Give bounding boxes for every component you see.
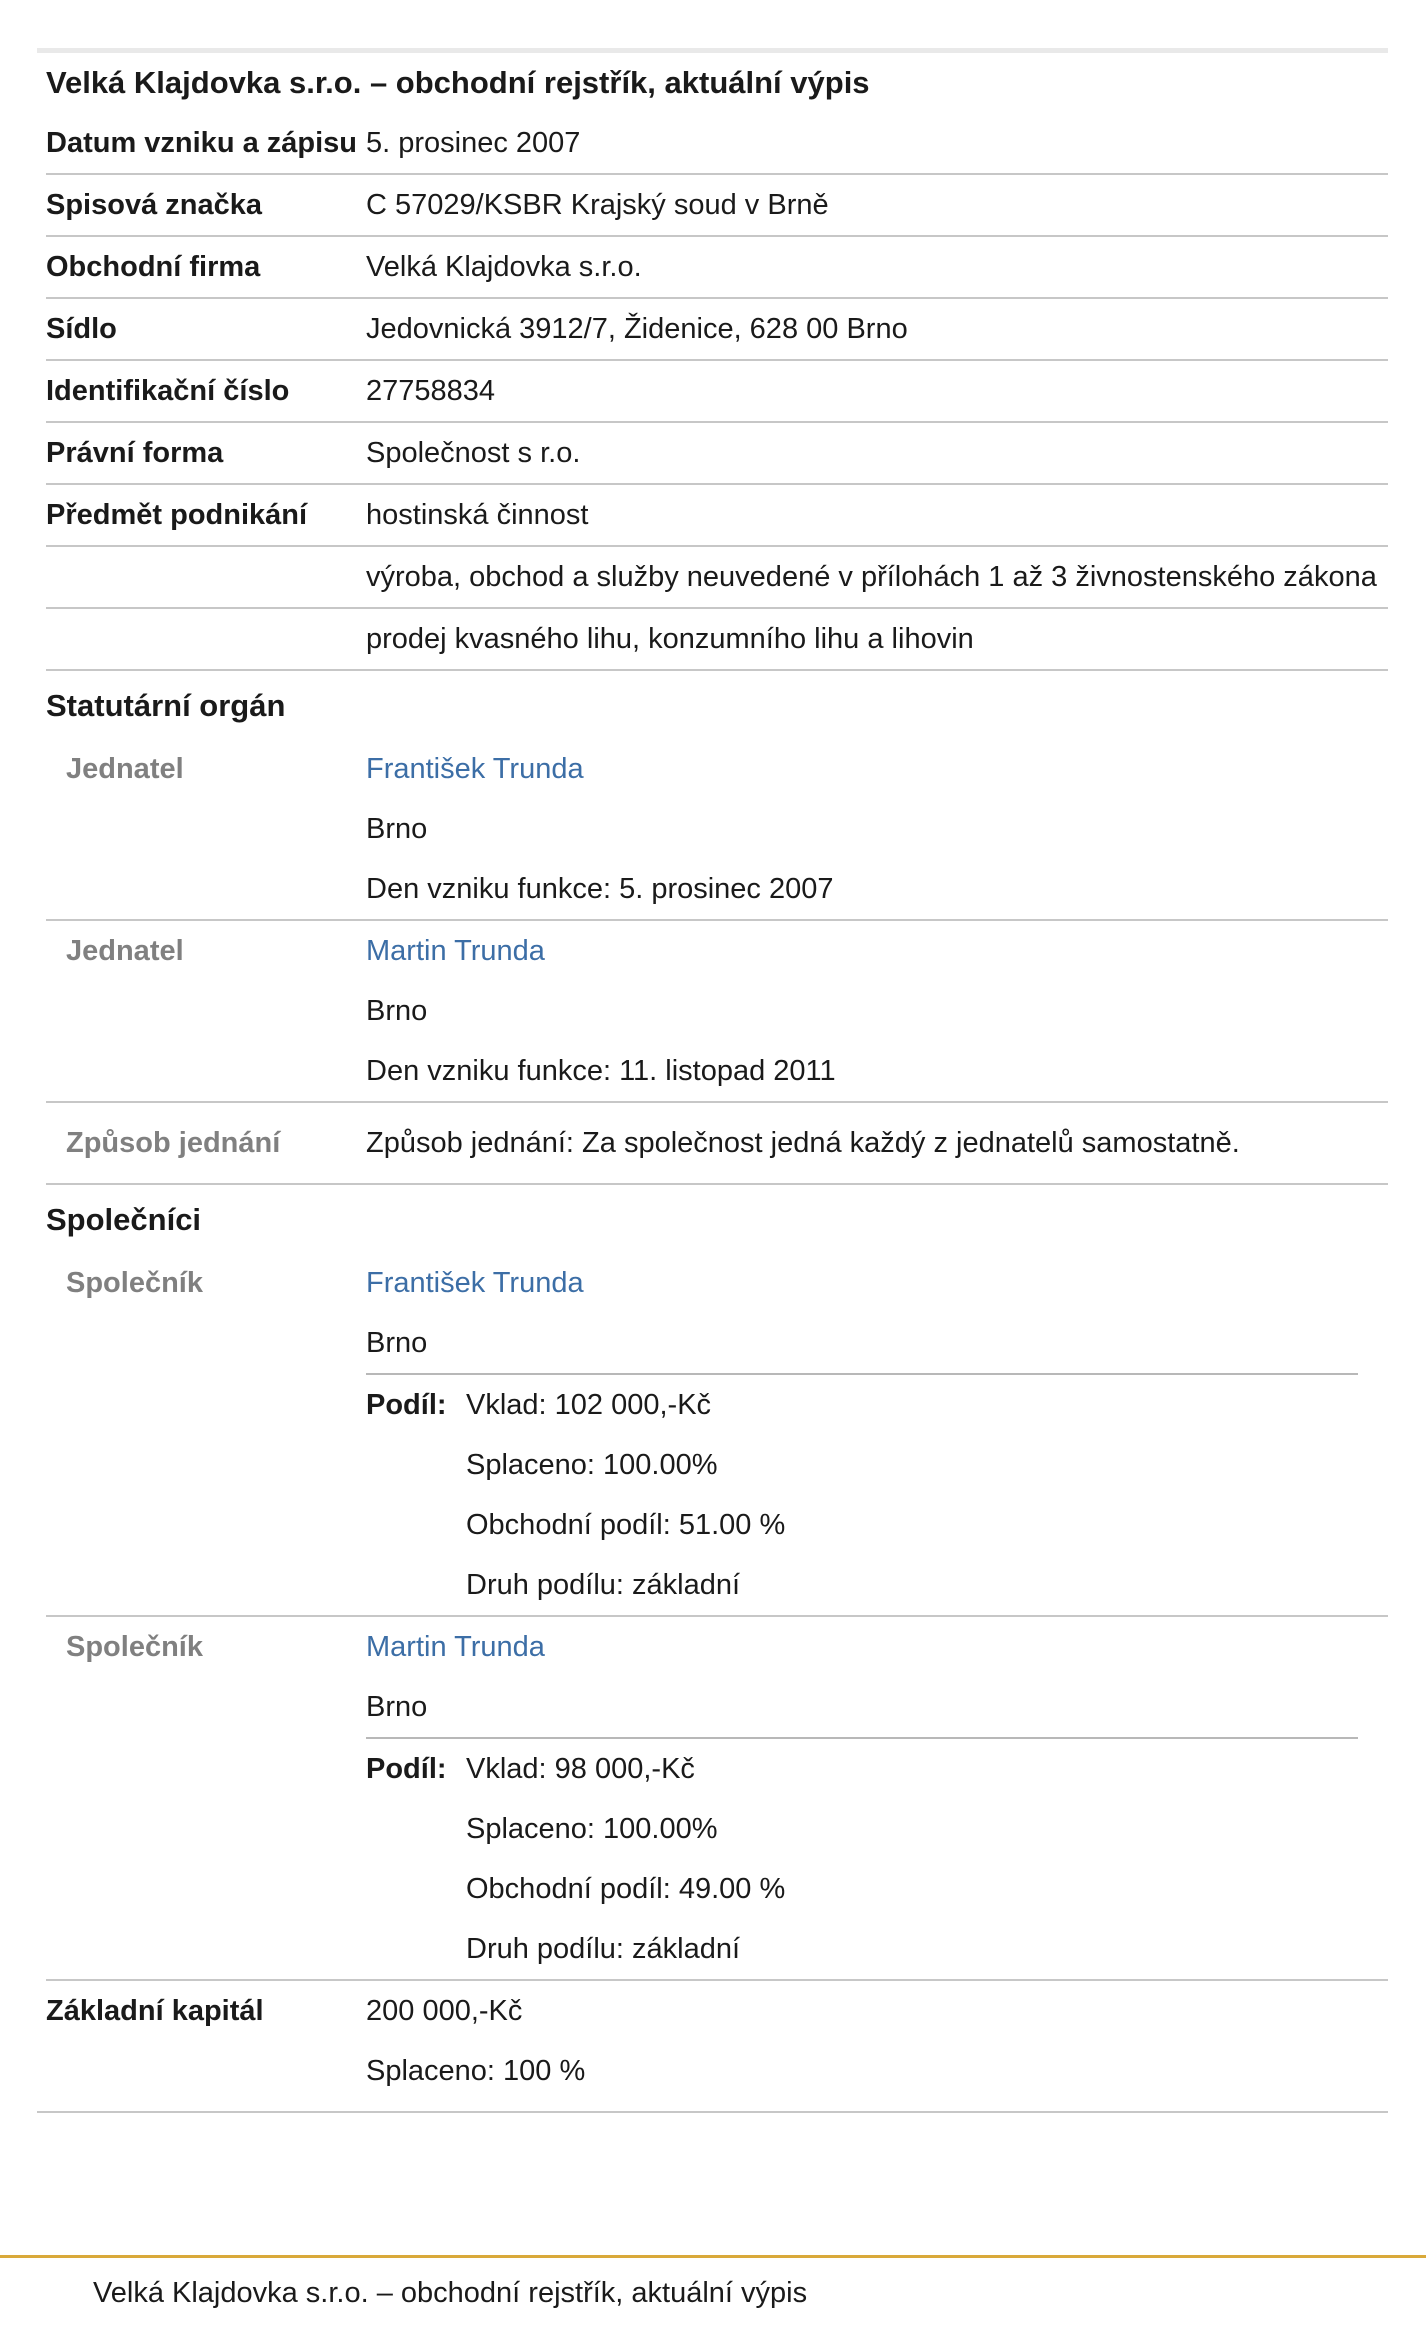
bottom-divider	[37, 2111, 1388, 2113]
spolecnik-details	[366, 1253, 1388, 1615]
row-spisova-znacka	[46, 175, 1388, 237]
row-ico	[46, 361, 1388, 423]
function-since: Den vzniku funkce: 11. listopad 2011	[366, 1055, 836, 1087]
jednatel-details	[366, 921, 1388, 1101]
registry-extract	[37, 48, 1388, 2113]
row-label: Základní kapitál	[46, 1995, 264, 2027]
row-label: Předmět podnikání	[46, 499, 308, 531]
share-druh: Druh podílu: základní	[466, 1569, 741, 1601]
row-value: výroba, obchod a služby neuvedené v přílohách 1 až 3 živnostenského zákona	[366, 561, 1377, 593]
share-items	[466, 1739, 785, 1979]
section-heading-statutarni: Statutární orgán	[46, 688, 286, 723]
share-items	[466, 1375, 785, 1615]
jednatel-block	[46, 739, 1388, 921]
row-label-empty	[46, 609, 366, 669]
person-link[interactable]: František Trunda	[366, 1267, 584, 1299]
kapital-details	[366, 1981, 1388, 2101]
row-value: hostinská činnost	[366, 499, 589, 531]
row-label: Spisová značka	[46, 189, 262, 221]
row-predmet-item	[46, 609, 1388, 671]
share-obchodni-podil: Obchodní podíl: 49.00 %	[466, 1873, 786, 1905]
zpusob-value: Způsob jednání: Za společnost jedná každý z jednatelů samostatně.	[366, 1127, 1240, 1159]
person-link[interactable]: František Trunda	[366, 753, 584, 785]
share-vklad: Vklad: 102 000,-Kč	[466, 1389, 712, 1421]
row-label: Sídlo	[46, 313, 117, 345]
person-city: Brno	[366, 995, 428, 1027]
person-city: Brno	[366, 1691, 428, 1723]
row-value: Společnost s r.o.	[366, 437, 581, 469]
spolecnik-block	[46, 1253, 1388, 1617]
zpusob-label: Způsob jednání	[66, 1127, 281, 1159]
row-value: Velká Klajdovka s.r.o.	[366, 251, 642, 283]
kapital-splaceno: Splaceno: 100 %	[366, 2055, 586, 2087]
row-label-empty	[46, 547, 366, 607]
row-predmet-podnikani	[46, 485, 1388, 547]
function-since: Den vzniku funkce: 5. prosinec 2007	[366, 873, 834, 905]
jednatel-label: Jednatel	[66, 935, 184, 967]
share-box	[366, 1373, 1358, 1615]
row-predmet-item	[46, 547, 1388, 609]
zpusob-jednani-row	[46, 1103, 1388, 1185]
jednatel-block	[46, 921, 1388, 1103]
person-city: Brno	[366, 1327, 428, 1359]
jednatel-label: Jednatel	[66, 753, 184, 785]
person-link[interactable]: Martin Trunda	[366, 1631, 545, 1663]
spolecnik-block	[46, 1617, 1388, 1981]
share-obchodni-podil: Obchodní podíl: 51.00 %	[466, 1509, 786, 1541]
jednatel-details	[366, 739, 1388, 919]
row-pravni-forma	[46, 423, 1388, 485]
spolecnik-details	[366, 1617, 1388, 1979]
page-title: Velká Klajdovka s.r.o. – obchodní rejstřík, aktuální výpis	[46, 65, 870, 100]
row-datum-vzniku	[46, 113, 1388, 175]
row-value: 5. prosinec 2007	[366, 127, 581, 159]
share-splaceno: Splaceno: 100.00%	[466, 1813, 718, 1845]
share-vklad: Vklad: 98 000,-Kč	[466, 1753, 695, 1785]
person-link[interactable]: Martin Trunda	[366, 935, 545, 967]
kapital-value: 200 000,-Kč	[366, 1995, 523, 2027]
row-label: Obchodní firma	[46, 251, 261, 283]
row-value: Jedovnická 3912/7, Židenice, 628 00 Brno	[366, 313, 908, 345]
podil-label: Podíl:	[366, 1389, 447, 1421]
share-box	[366, 1737, 1358, 1979]
row-value: prodej kvasného lihu, konzumního lihu a lihovin	[366, 623, 974, 655]
row-value: C 57029/KSBR Krajský soud v Brně	[366, 189, 829, 221]
share-splaceno: Splaceno: 100.00%	[466, 1449, 718, 1481]
row-label: Datum vzniku a zápisu	[46, 127, 358, 159]
row-label: Identifikační číslo	[46, 375, 290, 407]
footer-text: Velká Klajdovka s.r.o. – obchodní rejstřík, aktuální výpis	[93, 2277, 808, 2309]
podil-label: Podíl:	[366, 1753, 447, 1785]
footer-rule	[0, 2255, 1426, 2258]
spolecnik-label: Společník	[66, 1267, 203, 1299]
row-obchodni-firma	[46, 237, 1388, 299]
person-city: Brno	[366, 813, 428, 845]
share-druh: Druh podílu: základní	[466, 1933, 741, 1965]
row-sidlo	[46, 299, 1388, 361]
section-heading-spolecnici: Společníci	[46, 1202, 202, 1237]
row-value: 27758834	[366, 375, 496, 407]
row-zakladni-kapital	[46, 1981, 1388, 2101]
row-label: Právní forma	[46, 437, 224, 469]
spolecnik-label: Společník	[66, 1631, 203, 1663]
